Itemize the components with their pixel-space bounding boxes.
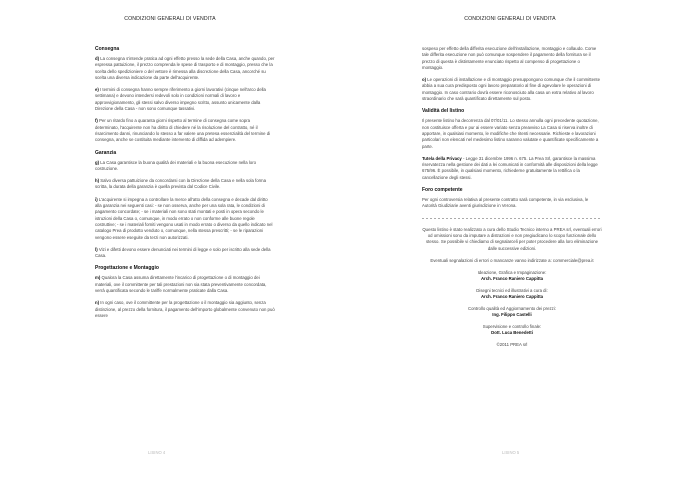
clause-label: l) [95, 246, 98, 252]
credit-role: Disegni tecnici ed illustrativi a cura di: [476, 288, 548, 294]
running-head: CONDIZIONI GENERALI DI VENDITA [124, 16, 216, 22]
paragraph-text: I termini di consegna hanno sempre riferimento a giorni lavorativi (cinque nell'arco della settimana) e devono intendersi redevoli solo in condizioni normali di lavoro e approvvigionamento, gli stessi salvo diverso impegno scritto, assunto unicamente dalla Direzione della Casa - non sono comunque tassativi. [95, 87, 266, 112]
paragraph-text: - Legge 31 dicembre 1996 n. 675. La Prea Srl, garantisce la massima riservatezza nella gestione dei dati a lei comunicati in conformità alle disposizioni della legge 675/96. È possibile, in qualsiasi momento, richiederne gratuitamente la rettifica o la cancellazione degli stessi. [422, 155, 598, 180]
clause-label: h) [95, 178, 100, 184]
paragraph-text: La consegna s'intende pratica ad ogni effetto presso la sede della Casa, anche quando, per espressa pattuizione, il prezzo comprenda le spese di trasporto e di montaggio, presso che la scelta dello spedizioniere o del vettore è rimessa alla discrezione della Casa, ancorché su scelta una diversa indicazione da parte dell'acquirente. [95, 56, 275, 80]
paragraph [95, 247, 275, 260]
credit-entry [422, 270, 602, 282]
paragraph [95, 178, 275, 191]
clause-label: g) [95, 159, 100, 165]
paragraph [422, 77, 602, 102]
paragraph [95, 56, 275, 81]
paragraph [95, 87, 275, 112]
note-paragraph: Eventuali segnalazioni di errori o mancanze vanno indirizzate a: commerciale@prea.it [430, 257, 594, 263]
credit-name: Dott. Luca Benedetti [491, 330, 533, 336]
clause-label: d) [95, 56, 100, 61]
paragraph [95, 300, 275, 319]
right-column [422, 46, 602, 354]
section-heading: Foro competente [422, 187, 463, 194]
clause-label: i) [95, 196, 98, 202]
credit-role: Ideazione, Grafica e Impaginazione: [477, 270, 547, 276]
clause-label: Tutela della Privacy [422, 155, 462, 161]
paragraph [422, 46, 602, 71]
credit-name: Arch. Franco Raniero Cappitta [480, 294, 544, 300]
credit-entry [422, 324, 602, 336]
paragraph-text: In ogni caso, ove il committente per la progettazione o il montaggio sia aggiunto, senza distinzione, al prezzo della fornitura, il pagamento dell'importo globalmente convenuto non può essere [95, 300, 275, 318]
paragraph-text: Salvo diversa pattuizione da concordarsi con la Direzione della Casa e nella sola forma scritta, la durata della garanzia è quella prevista dal Codice Civile. [95, 178, 267, 190]
paragraph [422, 118, 602, 149]
section-heading: Garanzia [95, 149, 117, 156]
running-head: CONDIZIONI GENERALI DI VENDITA [464, 16, 556, 22]
paragraph [422, 197, 602, 210]
paragraph-text: Qualora la Casa assuma direttamente l'incarico di progettazione o di montaggio dei materiali, ove il committente per tali prestazioni non sia stata preventivamente concordata, verrà quantificata secondo le tariffe normalmente praticate dalla Casa. [95, 275, 267, 294]
credit-name: Arch. Franco Raniero Cappitta [480, 276, 544, 282]
paragraph [95, 197, 275, 241]
credit-role: Supervisione e controllo finale: [482, 324, 542, 330]
dotted-divider [422, 218, 602, 219]
paragraph-text: Vizi e difetti devono essere denunciati nei termini di legge e solo per iscritto alla sede della Casa. [95, 246, 271, 259]
paragraph-text: Il presente listino ha decorrenza dal 07/01/11. Lo stesso annulla ogni precedente quotazione, non costituisce offerta e pur ai essere variato senza preavviso La Casa si riserva inoltre di apportare, in qualsiasi momento, le modifiche che ritenti necessarie. Richieste e lavorazioni particolari non elencati nel medesimo listino saranno valutate e quantificate specificamente a parte. [422, 118, 599, 149]
clause-label: n) [95, 300, 100, 306]
paragraph-text: L'acquirente si impegna a controllare la merce all'atto della consegna e decade dal diritto alla garanzia nei seguenti casi: - se non osserva, anche per una sola rata, le condizioni di pagamento concordate; - se i materiali non sono stati montati e posti in opera secondo le istruzioni della Casa o, comunque, in modo errato o non conforme alle buone regole costruttive; - se i materiali forniti vengono usati in modo errato o diverso da quello indicato nel catalogo Prea di prodotto venduto o, comunque, nella stessa prescritti; - se le riparazioni vengono essere eseguite da terzi non autorizzati. [95, 196, 273, 240]
page-number: LISINO 5 [502, 450, 520, 455]
page-number: LISINO 4 [148, 450, 166, 455]
paragraph-text: sospeso per effetto della differita esecuzione dell'installazione, montaggio e collaudo. Come tale differita esecuzione non può comunque sospendere il pagamento della fornitura se il prezzo di questa è distintamente enunciato rispetto al compenso di progettazione o montaggio. [422, 46, 597, 70]
paragraph-text: Per ogni controversia relativa al presente contratto sarà competente, in via esclusiva, le Autorità Giudiziarie aventi giurisdizione in Verona. [422, 197, 589, 209]
paragraph [422, 156, 602, 181]
left-column [95, 46, 275, 325]
clause-label: o) [422, 77, 427, 83]
right-page [340, 0, 680, 481]
note-paragraph: ©2011 PREA srl [496, 342, 528, 348]
clause-label: e) [95, 87, 99, 93]
paragraph-text: Le operazioni di installazione e di montaggio presuppongono comunque che il committente abbia a sua cura predisposto ogni lavoro preparatorio al fine di agevolare le operazioni di montaggio. In caso contrario dovrà essere riconosciuto alla casa un extra relativo al lavoro straordinario che sarà quantificato direttamente sul posto. [422, 77, 600, 102]
paragraph-text: La Casa garantisce la buona qualità dei materiali e la buona esecuzione nella loro costruzione. [95, 159, 257, 171]
clause-label: f) [95, 118, 98, 124]
paragraph [95, 160, 275, 173]
section-heading: Consegna [95, 46, 120, 52]
credit-name: Ing. Filippo Castelli [492, 312, 532, 318]
paragraph [95, 118, 275, 143]
section-heading: Validità del listino [422, 108, 465, 115]
paragraph [95, 275, 275, 294]
clause-label: m) [95, 275, 101, 281]
paragraph-text: Per un ritardo fino a quaranta giorni rispetto al termine di consegna come sopra determinato, l'acquirente non ha diritto di chiedere né la risoluzione del contratto, né il risarcimento danni, rinunciando lo stesso a far valere una pretesa essenzialità del termine di consegna, anche se costituita mediante intervento di diffida ad adempiere. [95, 118, 271, 143]
section-heading: Progettazione e Montaggio [95, 265, 159, 272]
credit-role: Controllo qualità ed Aggiornamento dei prezzi: [468, 306, 556, 312]
credit-entry [422, 288, 602, 300]
note-paragraph: Questo listino è stato realizzato a cura dello Studio Tecnico interno a PREA srl, eventuali errori od omissioni sono da imputare a distrazioni e non pregiudicano lo scopo funzionale dello stesso. Se possibile vi chiediamo di segnalarceli per poter procedere alla loro eliminazione dalle successive edizioni. [422, 226, 602, 251]
credit-entry [422, 306, 602, 318]
